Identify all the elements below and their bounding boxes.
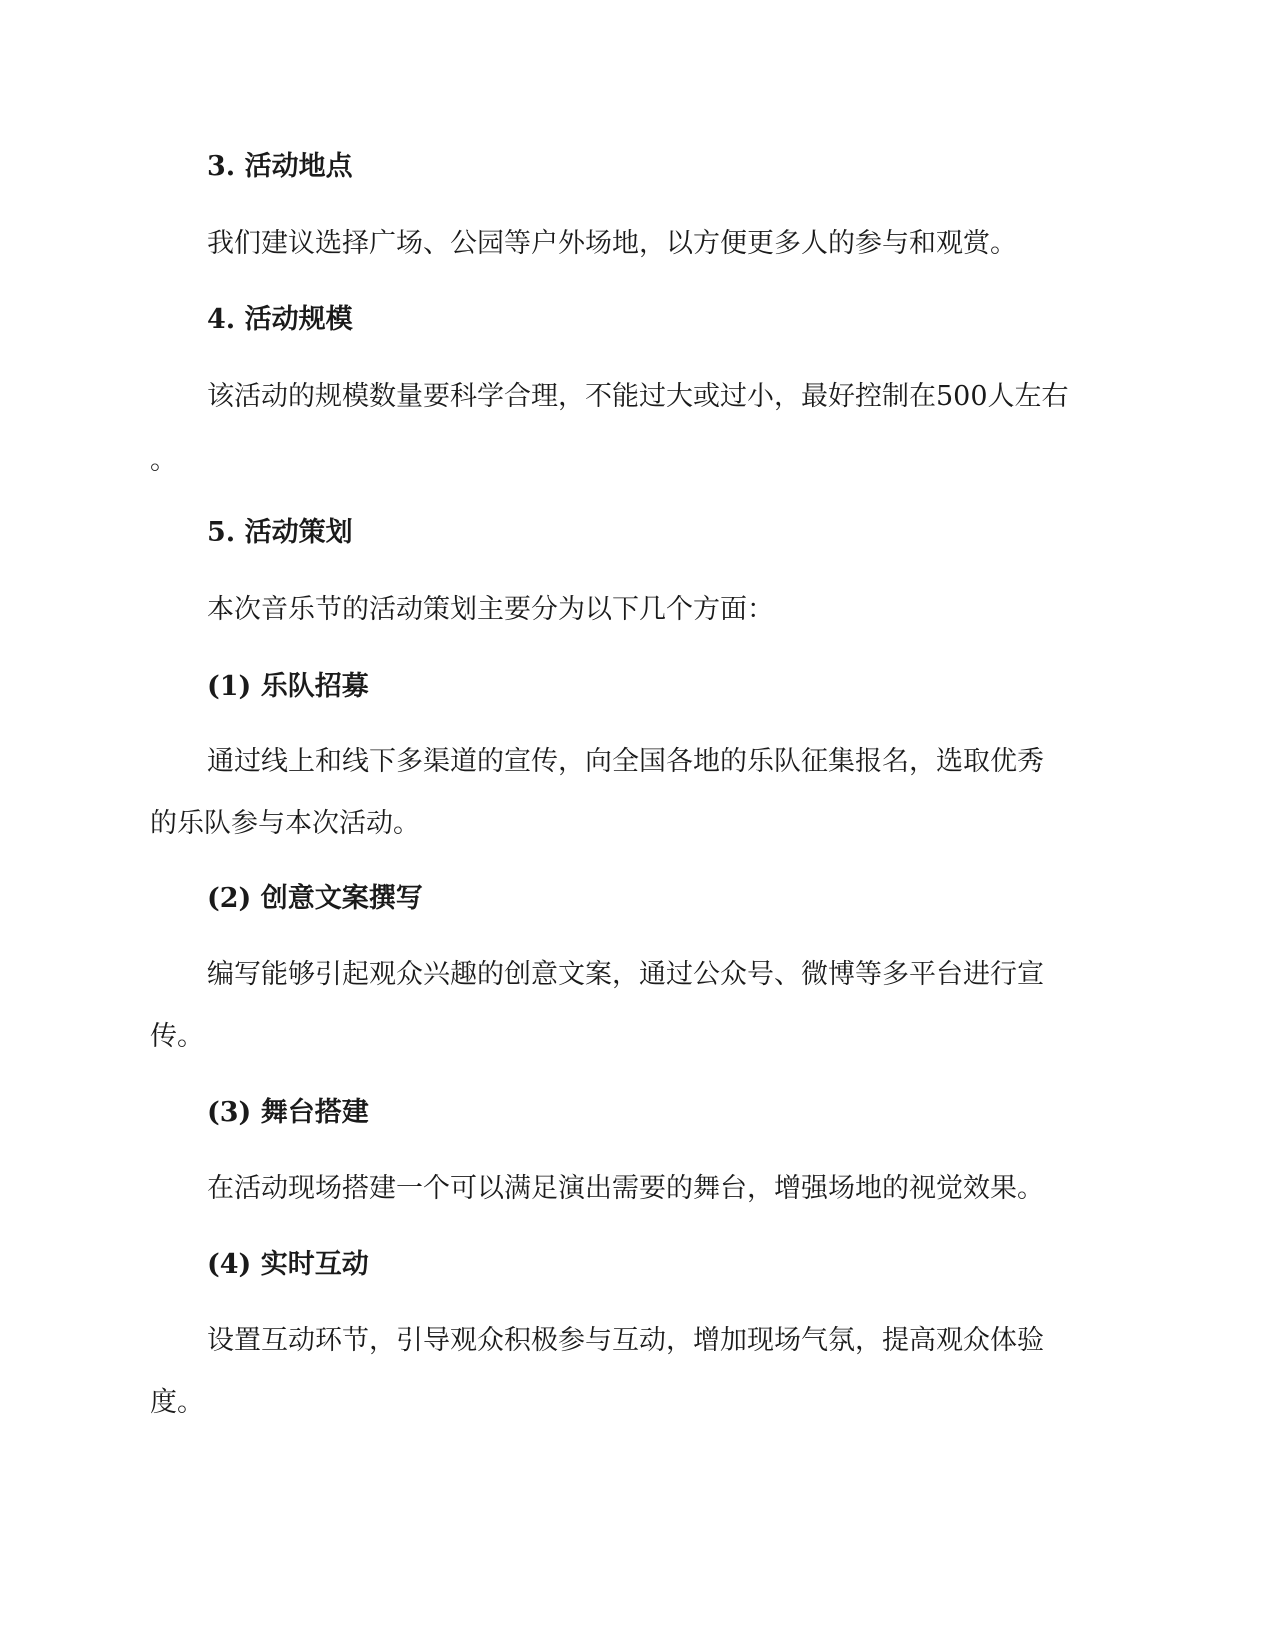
section-heading-stage: (3) 舞台搭建 [207,1097,369,1128]
paragraph-band-recruitment-line-1: 通过线上和线下多渠道的宣传，向全国各地的乐队征集报名，选取优秀 [207,746,1044,777]
section-heading-interaction: (4) 实时互动 [207,1249,369,1280]
paragraph-interaction-line-2: 度。 [150,1387,204,1418]
paragraph-planning-line-1: 本次音乐节的活动策划主要分为以下几个方面： [207,594,774,625]
paragraph-venue-line-1: 我们建议选择广场、公园等户外场地，以方便更多人的参与和观赏。 [207,228,1017,259]
section-heading-copywriting: (2) 创意文案撰写 [207,883,423,914]
paragraph-copywriting-line-2: 传。 [150,1021,204,1052]
section-heading-planning: 5. 活动策划 [207,517,353,548]
paragraph-stage-line-1: 在活动现场搭建一个可以满足演出需要的舞台，增强场地的视觉效果。 [207,1173,1044,1204]
section-heading-band-recruitment: (1) 乐队招募 [207,671,369,702]
paragraph-copywriting-line-1: 编写能够引起观众兴趣的创意文案，通过公众号、微博等多平台进行宣 [207,959,1044,990]
paragraph-scale-line-2: 。 [150,445,177,476]
section-heading-scale: 4. 活动规模 [207,304,353,335]
paragraph-scale-line-1: 该活动的规模数量要科学合理，不能过大或过小，最好控制在500人左右 [207,381,1069,412]
paragraph-interaction-line-1: 设置互动环节，引导观众积极参与互动，增加现场气氛，提高观众体验 [207,1325,1044,1356]
section-heading-venue: 3. 活动地点 [207,151,353,182]
paragraph-band-recruitment-line-2: 的乐队参与本次活动。 [150,808,420,839]
